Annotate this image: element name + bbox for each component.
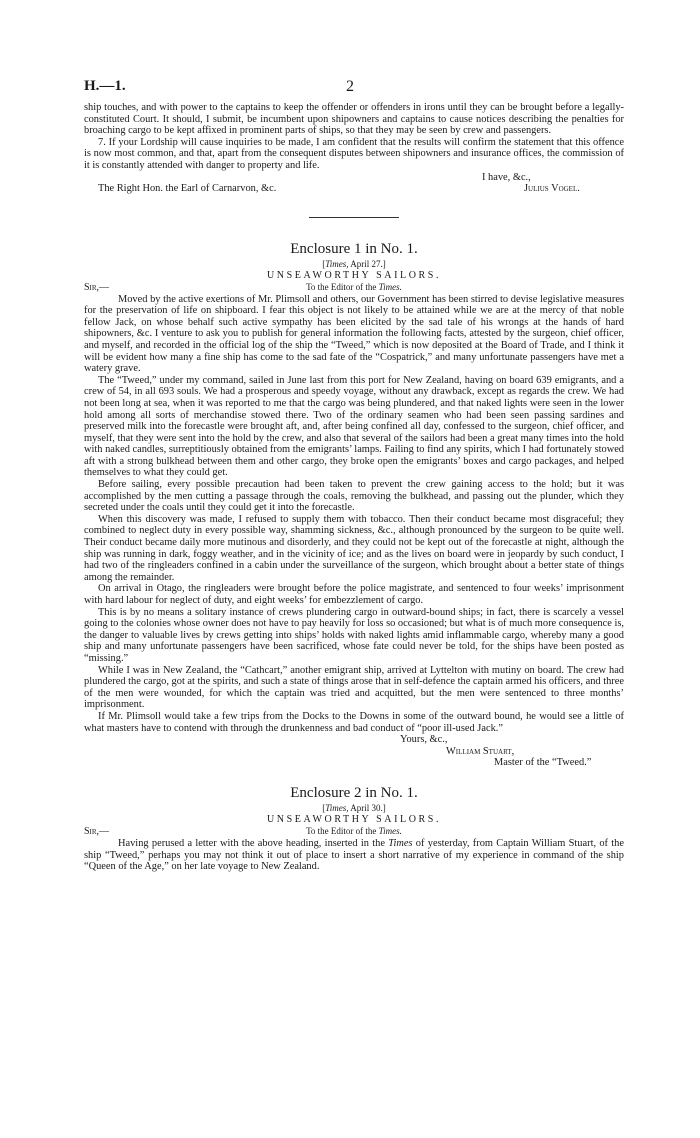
date-text: April 27.] — [348, 258, 386, 269]
letter-continuation — [84, 102, 624, 172]
date-text: April 30.] — [348, 803, 386, 814]
to-editor — [84, 826, 624, 836]
letter-heading: UNSEAWORTHY SAILORS. — [266, 269, 442, 281]
body-paragraph: If Mr. Plimsoll would take a few trips from the Docks to the Downs in some of the outward bound, he would see a little of what masters have to contend with through the drunkenness and bad conduct of “poor ill-used Jack.” — [84, 710, 624, 734]
letter-closing — [84, 172, 624, 195]
page-header — [84, 78, 624, 102]
body-paragraph: On arrival in Otago, the ringleaders were brought before the police magistrate, and sentenced to four weeks’ imprisonment with hard labour for neglect of duty, and eight weeks’ for embezzlement of cargo. — [84, 583, 624, 606]
enclosure-body — [84, 294, 624, 735]
section-divider — [309, 217, 399, 218]
enclosure-date — [84, 258, 624, 270]
body-paragraph: Before sailing, every possible precaution had been taken to prevent the crew gaining access to the hold; but it was accomplished by the men cutting a passage through the coals, removing the bulkhead, and passing out the plunder, which they secreted under the coals until they could get it into the forecastle. — [84, 479, 624, 514]
salutation-row — [84, 282, 624, 294]
salutation-row — [84, 826, 624, 838]
closing-phrase: Yours, &c., — [400, 734, 448, 746]
paragraph-text: Having perused a letter with the above heading, inserted in the — [118, 838, 389, 850]
page-number: 2 — [346, 78, 354, 95]
newspaper-name: Times, — [325, 258, 349, 269]
date-bracket: [ — [322, 258, 326, 269]
enclosure-title: Enclosure 1 in No. 1. — [290, 240, 418, 257]
to-editor-text: To the Editor of the — [306, 281, 379, 292]
to-editor-text: To the Editor of the — [306, 826, 379, 837]
document-page — [84, 78, 624, 873]
signer-title: Master of the “Tweed.” — [494, 757, 592, 769]
enclosure-title: Enclosure 2 in No. 1. — [290, 785, 418, 802]
paragraph-text: of yesterday, from Captain William Stuart, of the ship “Tweed,” perhaps you may not think it out of place to insert a short narrative of my experience in command of the ship “Queen of the Age,” on her late voyage to New Zealand. — [84, 838, 624, 873]
signature-block — [84, 734, 624, 770]
body-paragraph: While I was in New Zealand, the “Cathcart,” another emigrant ship, arrived at Lyttelton with mutiny on board. The crew had plundered the cargo, got at the spirits, and such a state of things arose that in self-defence the captain armed his officers, and three of the men were wounded, for which the captain was tried and acquitted, but the men were sentenced to three months’ imprisonment. — [84, 664, 624, 711]
date-bracket: [ — [322, 803, 326, 814]
signature: Julius Vogel. — [524, 183, 580, 195]
body-paragraph: Moved by the active exertions of Mr. Plimsoll and others, our Government has been stirred to devise legislative measures for the preservation of life on shipboard. I fear this object is not likely to be attained while we are at the mercy of that noble fellow Jack, on whose behalf such active sympathy has been elicited by the sad tale of his wrongs at the hands of hard shipowners, &c. I venture to ask you to publish for general information the following facts, attested by the surgeon, chief officer, and myself, and recorded in the official log of the ship the “Tweed,” which is now deposited at the Board of Trade, and I think it will be evident how many a fine ship has come to the sad fate of the “Cospatrick,” and many unfortunate passengers have met a watery grave. — [84, 293, 624, 375]
to-editor — [84, 282, 624, 292]
enclosure-date — [84, 802, 624, 814]
enclosure-body — [84, 838, 624, 873]
document-reference: H.—1. — [84, 78, 126, 94]
salutation: Sir,— — [84, 281, 110, 293]
salutation: Sir,— — [84, 826, 110, 838]
enclosure-1 — [84, 240, 624, 771]
body-paragraph — [84, 838, 624, 873]
newspaper-name: Times. — [378, 281, 402, 292]
spacer — [84, 770, 624, 784]
letter-paragraph: 7. If your Lordship will cause inquiries to be made, I am confident that the results will confirm the statement that this offence is now most common, and that, apart from the consequent disputes between shipowners and insurance offices, the commission of it is constantly attended with danger to property and life. — [84, 136, 624, 171]
newspaper-name: Times. — [378, 826, 402, 837]
newspaper-name: Times — [388, 838, 413, 850]
closing-phrase: I have, &c., — [482, 171, 531, 183]
addressee: The Right Hon. the Earl of Carnarvon, &c. — [98, 183, 277, 195]
body-paragraph: The “Tweed,” under my command, sailed in June last from this port for New Zealand, having on board 639 emigrants, and a crew of 54, in all 693 souls. We had a prosperous and speedy voyage, without any drawback, except as regards the crew. We had not been long at sea, when it was reported to me that the cargo was being plundered, and that naked lights were seen in the lower hold among all sorts of merchandise stowed there. Two of the ordinary seamen who had been seen passing sardines and preserved milk into the forecastle were brought aft, and, after being confined all day, confessed to the surgeon, chief officer, and myself, that they were sent into the hold by the crew, and also that several of the sailors had been a great many times into the hold with naked candles, surreptitiously obtained from the emigrants’ lamps. Failing to find any spirits, which I had fortunately stowed aft with a strong bulkhead between them and other cargo, they broke open the emigrants’ boxes and cargo packages, and helped themselves to what they could get. — [84, 374, 624, 479]
enclosure-2 — [84, 784, 624, 873]
letter-paragraph: ship touches, and with power to the captains to keep the offender or offenders in irons until they can be brought before a legally-constituted Court. It should, I submit, be incumbent upon shipowners and captains to cause notices describing the penalties for broaching cargo to be kept affixed in prominent parts of ships, so that they may be seen by crew and passengers. — [84, 102, 624, 137]
letter-heading: UNSEAWORTHY SAILORS. — [266, 814, 442, 826]
signer-name: William Stuart, — [446, 745, 515, 757]
newspaper-name: Times, — [325, 803, 349, 814]
body-paragraph: This is by no means a solitary instance of crews plundering cargo in outward-bound ships; in fact, there is scarcely a vessel going to the colonies whose owner does not have to pay heavily for loss so occasioned; but what is of much more consequence is, the danger to valuable lives by crews getting into ships’ holds with naked lights amid inflammable cargo, whereby many a good ship and many unfortunate passengers have been sacrificed, whose fate could never be told, for the ships have been posted as “missing.” — [84, 606, 624, 664]
body-paragraph: When this discovery was made, I refused to supply them with tobacco. Then their conduct became most disgraceful; they combined to neglect duty in every possible way, shamming sickness, &c., although pronounced by the surgeon to be quite well. Their conduct became daily more mutinous and disorderly, and they could not be kept out of the forecastle at night, although the ship was running in dark, foggy weather, and in the vicinity of ice; and as the lives on board were in jeopardy by such conduct, I had two of the ringleaders confined in a cabin under the surveillance of the surgeon, which brought about a better state of things among the remainder. — [84, 513, 624, 583]
